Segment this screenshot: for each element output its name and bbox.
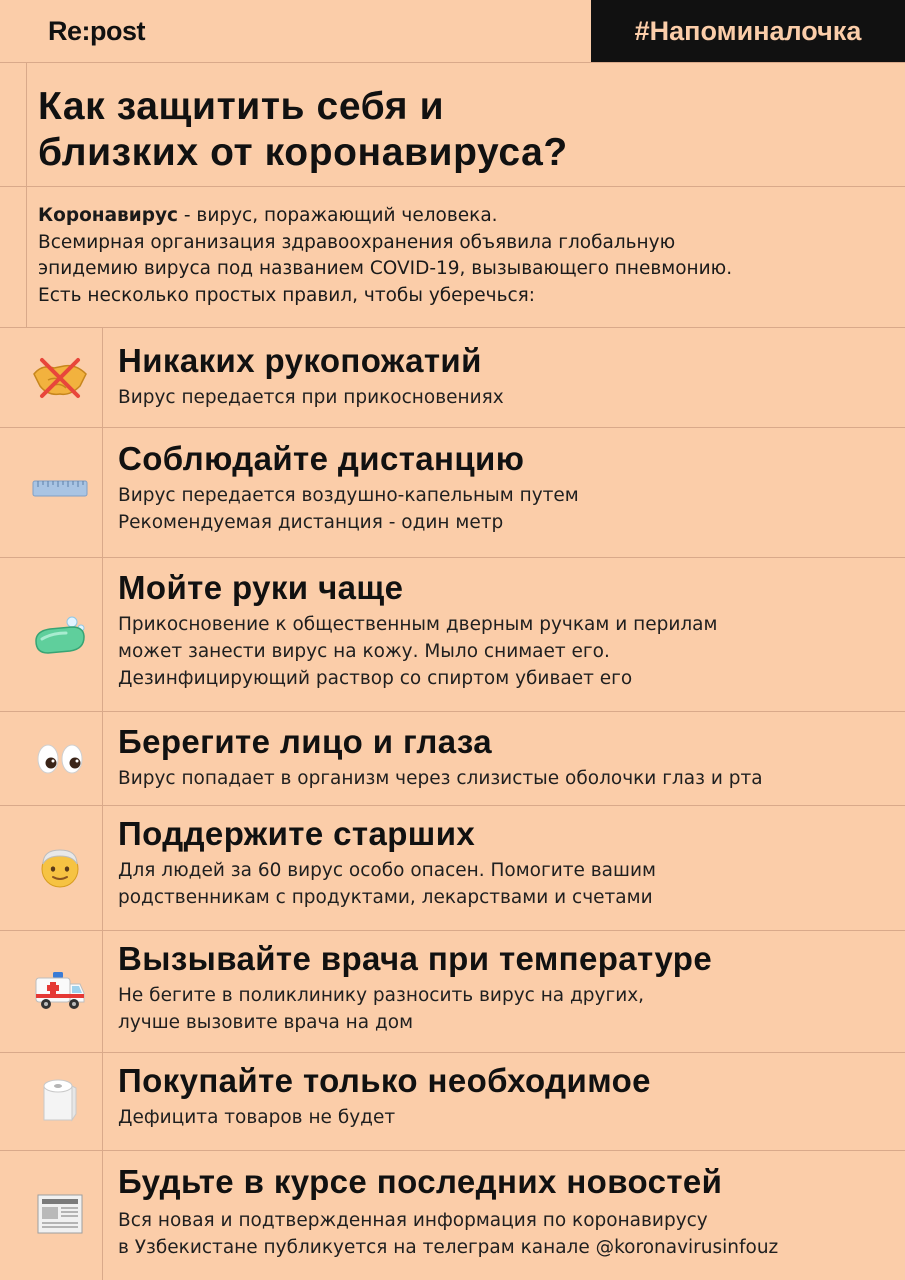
rule-title: Берегите лицо и глаза bbox=[118, 723, 492, 760]
intro-text bbox=[38, 203, 888, 309]
ruler-icon bbox=[20, 459, 100, 519]
toilet-paper-icon bbox=[20, 1070, 100, 1130]
rule-description bbox=[118, 1104, 898, 1131]
rule-item bbox=[0, 557, 905, 711]
intro-keyword: Коронавирус bbox=[38, 205, 178, 226]
rule-item bbox=[0, 805, 905, 930]
rule-description bbox=[118, 1207, 898, 1261]
rule-item bbox=[0, 711, 905, 805]
ambulance-icon bbox=[20, 962, 100, 1022]
rule-description-line: Не бегите в поликлинику разносить вирус на других, bbox=[118, 985, 645, 1006]
rule-description bbox=[118, 765, 898, 792]
rule-description-line: Вирус попадает в организм через слизистые оболочки глаз и рта bbox=[118, 768, 763, 789]
page-title bbox=[38, 84, 888, 176]
intro-line: - вирус, поражающий человека. bbox=[178, 205, 498, 226]
rule-item bbox=[0, 327, 905, 427]
rule-description bbox=[118, 611, 898, 692]
hashtag-badge: #Напоминалочка bbox=[591, 0, 905, 62]
newspaper-icon bbox=[20, 1184, 100, 1244]
rule-description-line: Дефицита товаров не будет bbox=[118, 1107, 396, 1128]
rule-description-line: в Узбекистане публикуется на телеграм канале @koronavirusinfouz bbox=[118, 1237, 779, 1258]
page-title-line: Как защитить себя и bbox=[38, 85, 445, 128]
older-man-icon bbox=[20, 837, 100, 897]
rule-description-line: Вирус передается при прикосновениях bbox=[118, 387, 504, 408]
rule-description bbox=[118, 857, 898, 911]
rule-title: Соблюдайте дистанцию bbox=[118, 440, 525, 477]
rule-title: Будьте в курсе последних новостей bbox=[118, 1163, 723, 1200]
page-title-line: близких от коронавируса? bbox=[38, 131, 568, 174]
intro-line: эпидемию вируса под названием COVID-19, вызывающего пневмонию. bbox=[38, 258, 733, 279]
rule-title: Никаких рукопожатий bbox=[118, 342, 482, 379]
eyes-icon bbox=[20, 729, 100, 789]
divider bbox=[0, 62, 905, 63]
rule-description-line: может занести вирус на кожу. Мыло снимает его. bbox=[118, 641, 610, 662]
brand-logo: Re:post bbox=[48, 16, 145, 46]
rule-description bbox=[118, 982, 898, 1036]
rule-item bbox=[0, 1052, 905, 1150]
rule-item bbox=[0, 427, 905, 557]
intro-line: Всемирная организация здравоохранения объявила глобальную bbox=[38, 231, 676, 253]
rule-item bbox=[0, 930, 905, 1052]
rule-title: Покупайте только необходимое bbox=[118, 1062, 651, 1099]
rule-description-line: Для людей за 60 вирус особо опасен. Помогите вашим bbox=[118, 860, 656, 881]
divider bbox=[26, 62, 27, 327]
rule-title: Вызывайте врача при температуре bbox=[118, 940, 713, 977]
rule-description bbox=[118, 482, 898, 536]
rule-item bbox=[0, 1150, 905, 1280]
rule-description-line: Дезинфицирующий раствор со спиртом убивает его bbox=[118, 668, 633, 689]
intro-line: Есть несколько простых правил, чтобы уберечься: bbox=[38, 284, 536, 306]
rule-description-line: Вирус передается воздушно-капельным путем bbox=[118, 485, 579, 506]
no-handshake-icon bbox=[20, 347, 100, 407]
rule-title: Поддержите старших bbox=[118, 815, 476, 852]
soap-icon bbox=[20, 605, 100, 665]
rule-description-line: Рекомендуемая дистанция - один метр bbox=[118, 512, 504, 533]
rule-description-line: Прикосновение к общественным дверным ручкам и перилам bbox=[118, 614, 718, 635]
rule-description-line: родственникам с продуктами, лекарствами и счетами bbox=[118, 887, 653, 908]
rule-description bbox=[118, 384, 898, 411]
divider bbox=[0, 186, 905, 187]
rule-description-line: Вся новая и подтвержденная информация по коронавирусу bbox=[118, 1210, 708, 1231]
rule-title: Мойте руки чаще bbox=[118, 569, 404, 606]
rule-description-line: лучше вызовите врача на дом bbox=[118, 1012, 414, 1033]
